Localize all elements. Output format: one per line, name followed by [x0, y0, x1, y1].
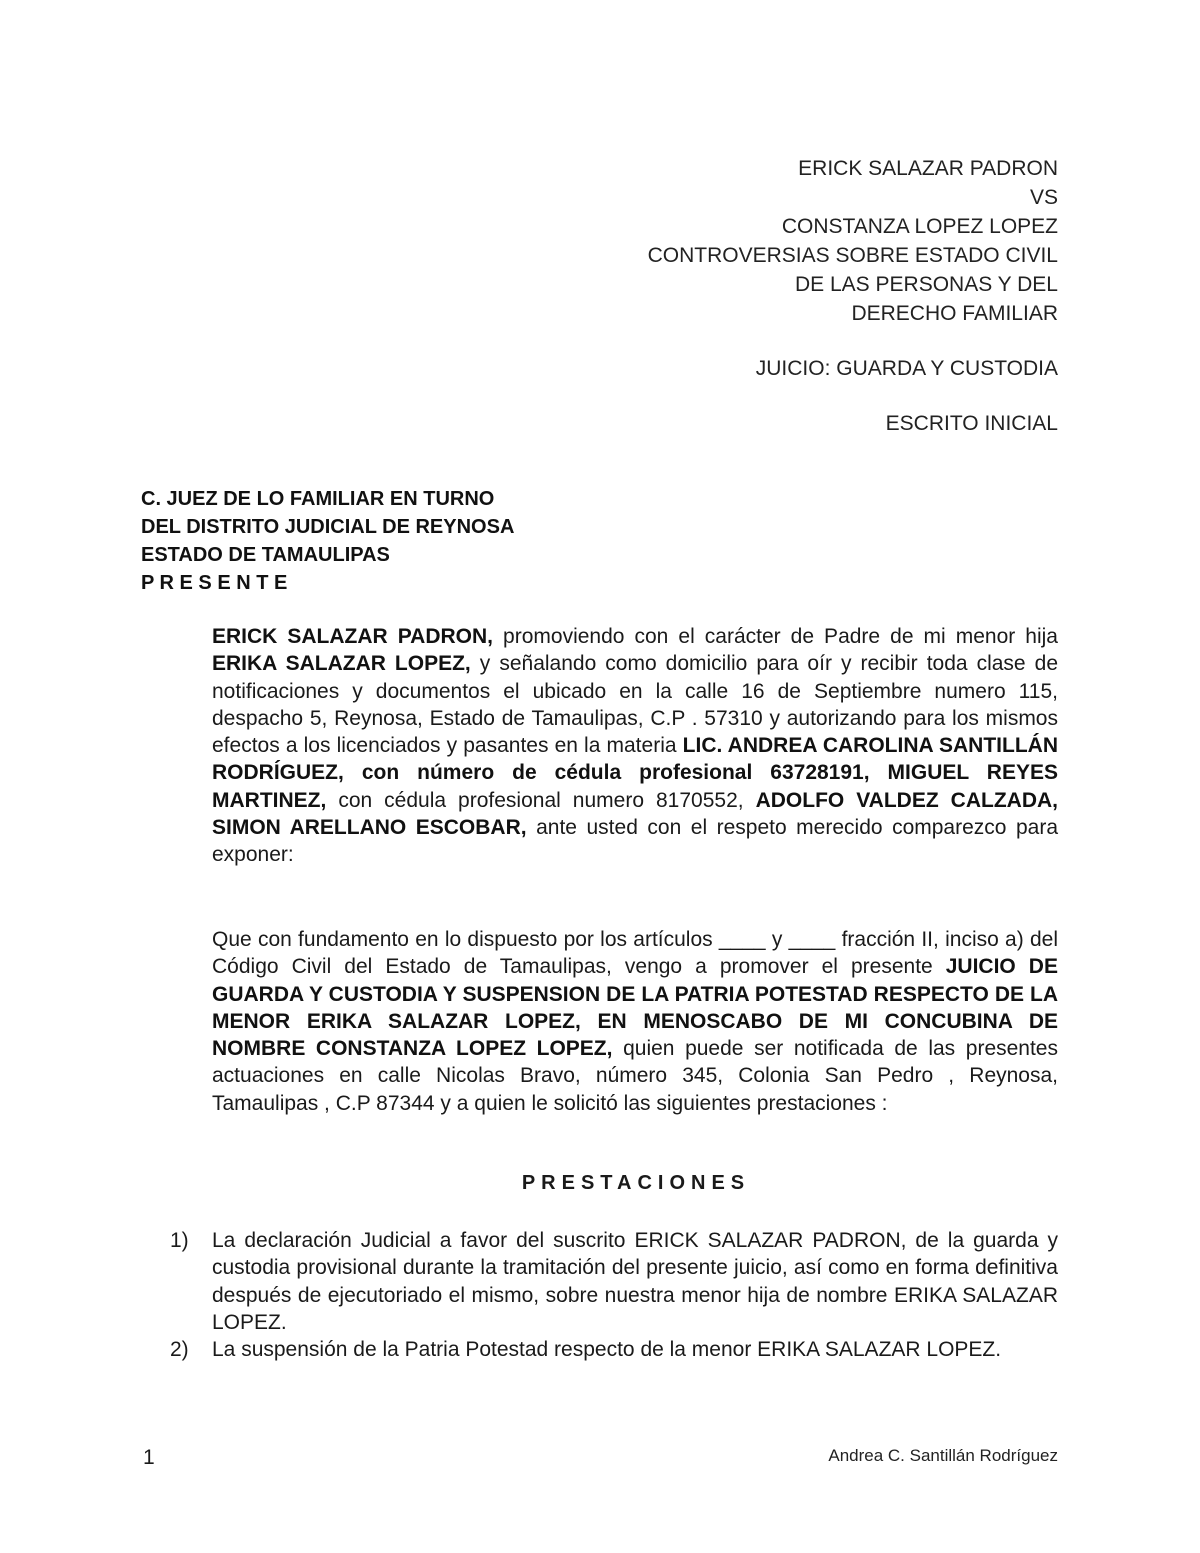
- list-item-number: 1): [170, 1229, 189, 1252]
- intro-text-2: y señalando como domicilio para oír y recibir toda clase de notificaciones y documentos el ubicado en la calle 16 de Septiembre numero 115, despacho 5, Reynosa, Estado de Tamaulipas, C.P . 57310 y autorizando para los mismos efectos a los licenciados y pasantes en la materia: [212, 652, 1058, 758]
- authorized-pasantes: ADOLFO VALDEZ CALZADA, SIMON ARELLANO ESCOBAR,: [212, 788, 1058, 840]
- caption-matter-line2: DE LAS PERSONAS Y DEL: [794, 273, 1058, 296]
- prestaciones-heading: PRESTACIONES: [521, 1172, 751, 1194]
- claim-text-2: quien puede ser notificada de las presentes actuaciones en calle Nicolas Bravo, número 345, Colonia San Pedro , Reynosa, Tamaulipas , C.P 87344 y a quien le solicitó las siguientes prestaciones :: [212, 1037, 1058, 1115]
- recipient-presente: P R E S E N T E: [141, 572, 288, 594]
- plaintiff-name: ERICK SALAZAR PADRON,: [212, 625, 494, 648]
- claim-title: JUICIO DE GUARDA Y CUSTODIA Y SUSPENSION DE LA PATRIA POTESTAD RESPECTO DE LA MENOR ERIKA SALAZAR LOPEZ, EN MENOSCABO DE MI CONCUBINA DE NOMBRE CONSTANZA LOPEZ LOPEZ,: [212, 955, 1058, 1061]
- caption-vs: VS: [1029, 186, 1058, 209]
- caption-matter-line3: DERECHO FAMILIAR: [851, 302, 1058, 325]
- case-caption: [458, 154, 1058, 438]
- list-item-text: La suspensión de la Patria Potestad respecto de la menor ERIKA SALAZAR LOPEZ.: [212, 1338, 1002, 1362]
- caption-juicio: JUICIO: GUARDA Y CUSTODIA: [755, 357, 1058, 380]
- intro-paragraph: [212, 623, 1058, 869]
- recipient-block: [141, 485, 841, 597]
- recipient-line1: C. JUEZ DE LO FAMILIAR EN TURNO: [141, 488, 495, 510]
- page-number: 1: [143, 1446, 155, 1469]
- list-item-number: 2): [170, 1338, 189, 1362]
- recipient-line2: DEL DISTRITO JUDICIAL DE REYNOSA: [141, 516, 515, 538]
- caption-escrito: ESCRITO INICIAL: [885, 412, 1058, 435]
- list-item: [170, 1336, 1058, 1363]
- list-item: [170, 1227, 1058, 1336]
- claim-paragraph: [212, 926, 1058, 1117]
- intro-text-4: ante usted con el respeto merecido comparezco para exponer:: [212, 816, 1058, 867]
- authorized-lawyers: LIC. ANDREA CAROLINA SANTILLÁN RODRÍGUEZ, con número de cédula profesional 63728191, MIGUEL REYES MARTINEZ,: [212, 734, 1058, 812]
- list-item-text: La declaración Judicial a favor del suscrito ERICK SALAZAR PADRON, de la guarda y custodia provisional durante la tramitación del presente juicio, así como en forma definitiva después de ejecutoriado el mismo, sobre nuestra menor hija de nombre ERIKA SALAZAR LOPEZ.: [212, 1229, 1058, 1334]
- intro-text-3: con cédula profesional numero 8170552,: [326, 788, 756, 812]
- claim-text-1: Que con fundamento en lo dispuesto por los artículos ____ y ____ fracción II, inciso a) del Código Civil del Estado de Tamaulipas, vengo a promover el presente: [212, 928, 1058, 979]
- prestaciones-list: [170, 1227, 1058, 1363]
- caption-plaintiff: ERICK SALAZAR PADRON: [798, 157, 1058, 180]
- caption-defendant: CONSTANZA LOPEZ LOPEZ: [781, 215, 1058, 238]
- footer-author: Andrea C. Santillán Rodríguez: [828, 1446, 1058, 1465]
- caption-matter-line1: CONTROVERSIAS SOBRE ESTADO CIVIL: [647, 244, 1058, 267]
- minor-name: ERIKA SALAZAR LOPEZ,: [212, 652, 471, 676]
- intro-text-1: promoviendo con el carácter de Padre de mi menor hija: [493, 625, 1058, 648]
- recipient-line3: ESTADO DE TAMAULIPAS: [141, 544, 390, 566]
